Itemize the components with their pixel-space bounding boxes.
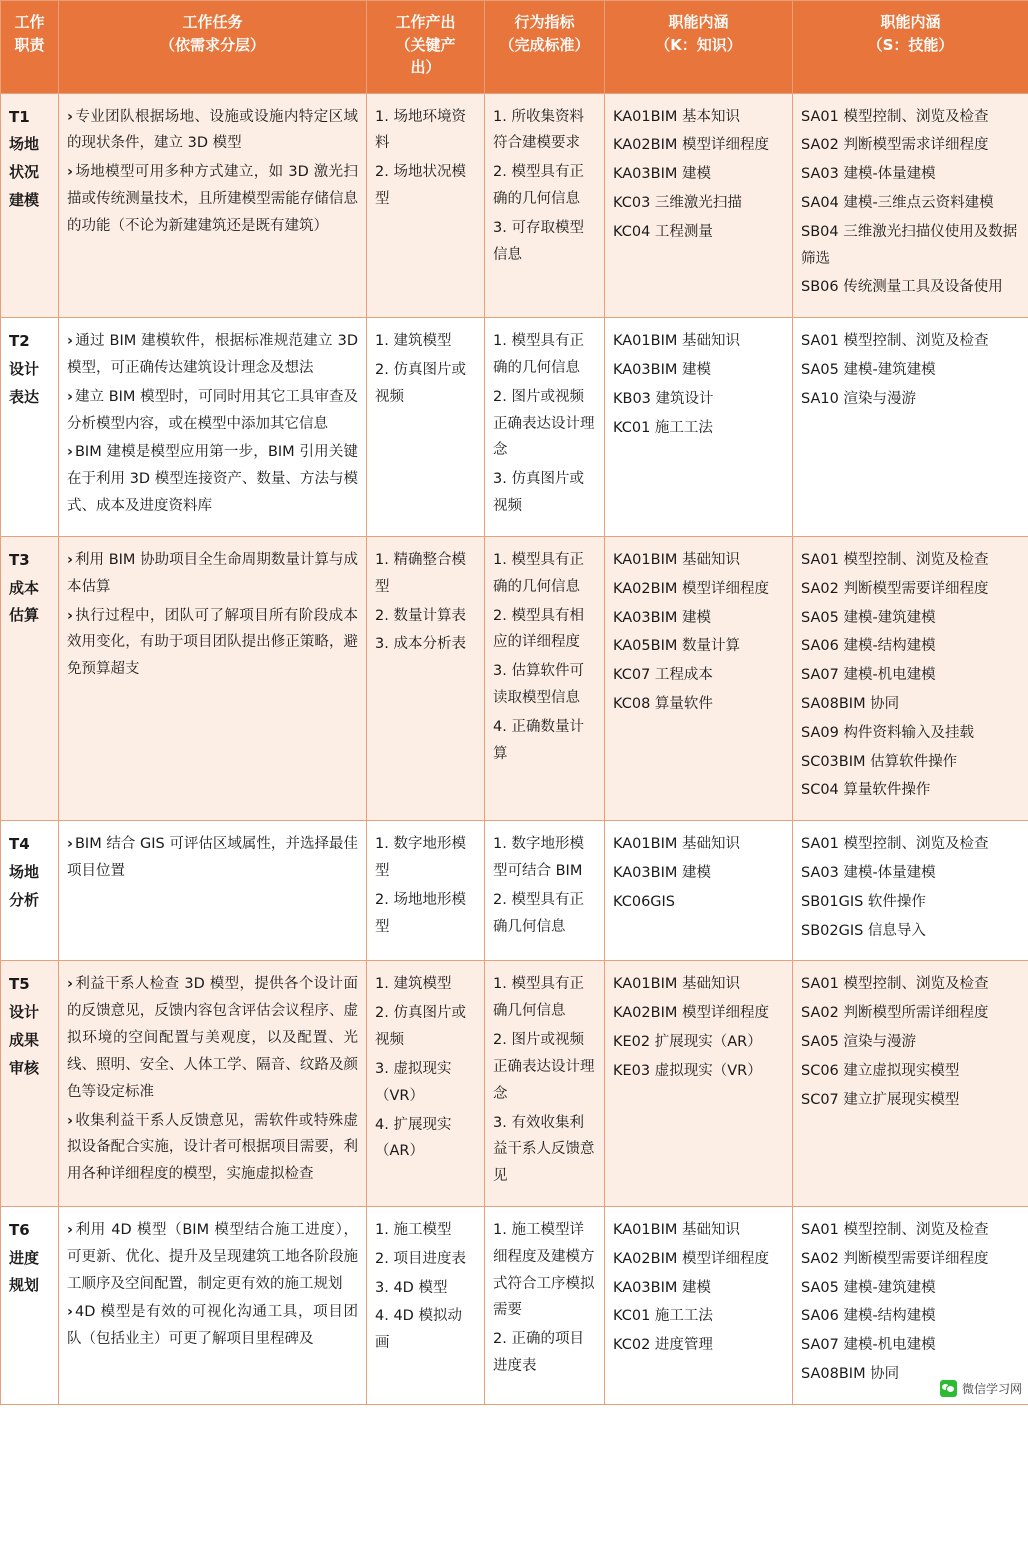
list-item: SA02 判断模型需求详细程度 (801, 137, 989, 154)
duty-name-line: 建模 (9, 190, 40, 209)
cell-tasks (59, 1206, 367, 1404)
cell-indicators (485, 821, 605, 961)
cell-tasks (59, 821, 367, 961)
list-item: 2. 场地状况模型 (375, 164, 466, 207)
list-item: SA02 判断模型需要详细程度 (801, 1250, 989, 1267)
duty-code: T4 (9, 835, 30, 854)
list-item: 1. 精确整合模型 (375, 551, 466, 595)
duty-code: T2 (9, 332, 30, 351)
duty-code: T6 (9, 1220, 30, 1239)
duty-name-line: 分析 (9, 890, 40, 909)
header-output-line1: 工作产出 (395, 13, 456, 31)
list-item: KA01BIM 基本知识 (613, 108, 740, 125)
list-item: 2. 仿真图片或视频 (375, 1005, 466, 1049)
watermark-label: 微信学习网 (961, 1381, 1022, 1396)
cell-skills (793, 1206, 1028, 1404)
list-item: 3. 可存取模型信息 (493, 219, 584, 263)
list-item: SA05 建模-建筑建模 (801, 609, 936, 626)
header-row (1, 1, 1028, 94)
list-item: KA02BIM 模型详细程度 (613, 580, 769, 597)
list-item: KC01 施工工法 (613, 1308, 713, 1325)
header-task (59, 1, 367, 94)
cell-outputs (367, 1206, 485, 1404)
list-item: KC08 算量软件 (613, 695, 713, 712)
list-item: KA02BIM 模型详细程度 (613, 1005, 769, 1022)
list-item: SC04 算量软件操作 (801, 782, 931, 799)
list-item: KC04 工程测量 (613, 223, 713, 240)
list-item: SA05 渲染与漫游 (801, 1034, 916, 1051)
list-item: 1. 所收集资料符合建模要求 (493, 108, 584, 152)
header-indicator-line1: 行为指标 (514, 13, 575, 31)
table-row (1, 1206, 1028, 1404)
duty-name-line: 审核 (9, 1058, 40, 1077)
list-item: 1. 建筑模型 (375, 976, 452, 993)
list-item: 2. 模型具有正确的几何信息 (493, 164, 584, 207)
cell-outputs (367, 536, 485, 820)
list-item: 3. 虚拟现实（VR） (375, 1060, 452, 1104)
list-item: SA06 建模-结构建模 (801, 1308, 936, 1325)
list-item: SC06 建立虚拟现实模型 (801, 1062, 960, 1079)
list-item: 4. 扩展现实（AR） (375, 1116, 452, 1160)
cell-skills (793, 961, 1028, 1207)
list-item: SC03BIM 估算软件操作 (801, 753, 958, 770)
list-item: › 收集利益干系人反馈意见，需软件或特殊虚拟设备配合实施，设计者可根据项目需要，利用各种详细程度的模型，实施虚拟检查 (67, 1108, 358, 1188)
header-knowledge (605, 1, 793, 94)
cell-outputs (367, 318, 485, 537)
list-item: KA01BIM 基础知识 (613, 836, 740, 853)
list-item: SA01 模型控制、浏览及检查 (801, 551, 989, 568)
header-indicator-line2: （完成标准） (499, 35, 590, 54)
list-item: 3. 估算软件可读取模型信息 (493, 663, 584, 706)
cell-indicators (485, 961, 605, 1207)
list-item: 1. 模型具有正确的几何信息 (493, 333, 584, 376)
table-body (1, 93, 1028, 1404)
list-item: 3. 4D 模型 (375, 1279, 448, 1296)
list-item: › 场地模型可用多种方式建立，如 3D 激光扫描或传统测量技术，且所建模型需能存储信息的功能（不论为新建建筑还是既有建筑） (67, 159, 358, 239)
cell-tasks (59, 961, 367, 1207)
list-item: › 利用 BIM 协助项目全生命周期数量计算与成本估算 (67, 547, 358, 601)
list-item: › 建立 BIM 模型时，可同时用其它工具审查及分析模型内容，或在模型中添加其它信息 (67, 384, 358, 438)
cell-indicators (485, 1206, 605, 1404)
list-item: KC07 工程成本 (613, 667, 713, 684)
list-item: KA01BIM 基础知识 (613, 551, 740, 568)
header-skill (793, 1, 1028, 94)
list-item: KA02BIM 模型详细程度 (613, 137, 769, 154)
header-skill-line1: 职能内涵 (880, 13, 941, 31)
list-item: SB04 三维激光扫描仪使用及数据筛选 (801, 223, 1018, 267)
cell-tasks (59, 536, 367, 820)
cell-skills (793, 536, 1028, 820)
list-item: SA01 模型控制、浏览及检查 (801, 1221, 989, 1238)
list-item: SB06 传统测量工具及设备使用 (801, 279, 1003, 296)
list-item: KA01BIM 基础知识 (613, 976, 740, 993)
list-item: KE02 扩展现实（AR） (613, 1034, 762, 1051)
list-item: KA03BIM 建模 (613, 1279, 711, 1296)
duty-code: T5 (9, 975, 30, 994)
duty-code: T1 (9, 107, 30, 126)
list-item: SA05 建模-建筑建模 (801, 1279, 936, 1296)
duty-code: T3 (9, 550, 30, 569)
list-item: KA01BIM 基础知识 (613, 1221, 740, 1238)
list-item: SA03 建模-体量建模 (801, 865, 936, 881)
cell-knowledge (605, 821, 793, 961)
list-item: KA05BIM 数量计算 (613, 638, 740, 655)
cell-duty (1, 821, 59, 961)
list-item: 2. 数量计算表 (375, 607, 466, 624)
cell-knowledge (605, 1206, 793, 1404)
list-item: SA10 渲染与漫游 (801, 390, 916, 407)
list-item: SA07 建模-机电建模 (801, 1337, 936, 1354)
list-item: SA09 构件资料输入及挂载 (801, 724, 974, 741)
duty-name-line: 成本 (9, 578, 40, 597)
list-item: SA08BIM 协同 (801, 1366, 900, 1382)
header-indicator (485, 1, 605, 94)
cell-outputs (367, 93, 485, 318)
cell-duty (1, 318, 59, 537)
list-item: 4. 4D 模拟动画 (375, 1308, 462, 1352)
table-row (1, 93, 1028, 318)
list-item: › 利益干系人检查 3D 模型，提供各个设计面的反馈意见，反馈内容包含评估会议程序、虚拟环境的空间配置与美观度，以及配置、光线、照明、安全、人体工学、隔音、纹路及颜色等设定标准 (67, 971, 358, 1105)
list-item: SA05 建模-建筑建模 (801, 362, 936, 378)
list-item: 2. 图片或视频正确表达设计理念 (493, 1032, 595, 1102)
list-item: SA07 建模-机电建模 (801, 667, 936, 684)
duty-name-line: 进度 (9, 1248, 40, 1267)
watermark (940, 1380, 1022, 1397)
list-item: KA03BIM 建模 (613, 166, 711, 183)
list-item: 1. 数字地形模型 (375, 836, 466, 879)
header-task-line2: （依需求分层） (159, 35, 265, 54)
list-item: › 专业团队根据场地、设施或设施内特定区域的现状条件，建立 3D 模型 (67, 104, 358, 158)
list-item: SC07 建立扩展现实模型 (801, 1091, 960, 1108)
cell-duty (1, 1206, 59, 1404)
header-skill-line2: （S：技能） (867, 35, 954, 54)
list-item: 3. 有效收集利益干系人反馈意见 (493, 1114, 595, 1185)
list-item: KC03 三维激光扫描 (613, 194, 742, 211)
list-item: 2. 仿真图片或视频 (375, 362, 466, 405)
list-item: 2. 正确的项目进度表 (493, 1331, 584, 1374)
table-header (1, 1, 1028, 94)
list-item: 2. 模型具有相应的详细程度 (493, 607, 584, 651)
list-item: KC06GIS (613, 893, 676, 910)
list-item: 1. 施工模型详细程度及建模方式符合工序模拟需要 (493, 1221, 595, 1319)
list-item: KB03 建筑设计 (613, 390, 714, 407)
cell-knowledge (605, 93, 793, 318)
cell-tasks (59, 93, 367, 318)
table-row (1, 536, 1028, 820)
list-item: 4. 正确数量计算 (493, 718, 584, 762)
list-item: 2. 场地地形模型 (375, 891, 466, 935)
list-item: KC02 进度管理 (613, 1337, 713, 1354)
list-item: KA03BIM 建模 (613, 609, 711, 626)
cell-knowledge (605, 318, 793, 537)
header-duty-line1: 工作 (14, 13, 45, 31)
header-knowledge-line1: 职能内涵 (668, 13, 729, 31)
cell-tasks (59, 318, 367, 537)
cell-knowledge (605, 961, 793, 1207)
duty-name-line: 状况 (9, 163, 40, 181)
list-item: SA01 模型控制、浏览及检查 (801, 333, 989, 350)
list-item: › 利用 4D 模型（BIM 模型结合施工进度），可更新、优化、提升及呈现建筑工地各阶段施工顺序及空间配置，制定更有效的施工规划 (67, 1217, 358, 1297)
header-output-line2: （关键产 (395, 35, 456, 54)
list-item: KA01BIM 基础知识 (613, 333, 740, 350)
wechat-icon (940, 1380, 957, 1397)
list-item: SA02 判断模型需要详细程度 (801, 580, 989, 597)
header-duty-line2: 职责 (14, 35, 45, 54)
cell-knowledge (605, 536, 793, 820)
list-item: 3. 仿真图片或视频 (493, 471, 584, 515)
list-item: SA01 模型控制、浏览及检查 (801, 108, 989, 125)
list-item: KA02BIM 模型详细程度 (613, 1250, 769, 1267)
list-item: › 通过 BIM 建模软件，根据标准规范建立 3D 模型，可正确传达建筑设计理念及想法 (67, 328, 358, 382)
header-duty (1, 1, 59, 94)
duty-name-line: 规划 (9, 1276, 40, 1295)
list-item: SA02 判断模型所需详细程度 (801, 1005, 989, 1022)
list-item: KA03BIM 建模 (613, 362, 711, 378)
cell-duty (1, 961, 59, 1207)
list-item: 2. 项目进度表 (375, 1250, 466, 1267)
list-item: SA08BIM 协同 (801, 695, 900, 712)
table-row (1, 318, 1028, 537)
table-row (1, 821, 1028, 961)
list-item: › 4D 模型是有效的可视化沟通工具，项目团队（包括业主）可更了解项目里程碑及 (67, 1299, 358, 1353)
duty-name-line: 设计 (9, 359, 40, 378)
list-item: SA03 建模-体量建模 (801, 166, 936, 183)
cell-indicators (485, 318, 605, 537)
cell-duty (1, 536, 59, 820)
list-item: KA03BIM 建模 (613, 865, 711, 881)
header-task-line1: 工作任务 (182, 13, 243, 31)
cell-duty (1, 93, 59, 318)
list-item: › 执行过程中，团队可了解项目所有阶段成本效用变化，有助于项目团队提出修正策略，避免预算超支 (67, 603, 358, 683)
cell-outputs (367, 961, 485, 1207)
list-item: 1. 场地环境资料 (375, 108, 466, 152)
cell-skills (793, 93, 1028, 318)
duty-name-line: 估算 (9, 606, 40, 625)
cell-indicators (485, 93, 605, 318)
list-item: 1. 施工模型 (375, 1221, 452, 1238)
list-item: 1. 模型具有正确几何信息 (493, 976, 584, 1020)
list-item: › BIM 建模是模型应用第一步，BIM 引用关键在于利用 3D 模型连接资产、数量、方法与模式、成本及进度资料库 (67, 439, 358, 519)
list-item: KE03 虚拟现实（VR） (613, 1062, 762, 1079)
list-item: SA01 模型控制、浏览及检查 (801, 836, 989, 853)
list-item: KC01 施工工法 (613, 419, 713, 436)
table-row (1, 961, 1028, 1207)
list-item: SA04 建模-三维点云资料建模 (801, 194, 994, 211)
header-knowledge-line2: （K：知识） (655, 35, 742, 54)
duty-name-line: 表达 (9, 387, 40, 406)
duty-name-line: 场地 (9, 135, 40, 154)
list-item: 1. 建筑模型 (375, 333, 452, 350)
list-item: SB02GIS 信息导入 (801, 922, 926, 939)
list-item: 2. 图片或视频正确表达设计理念 (493, 388, 595, 459)
list-item: SA06 建模-结构建模 (801, 638, 936, 655)
duty-name-line: 设计 (9, 1003, 40, 1022)
header-output (367, 1, 485, 94)
list-item: 1. 数字地形模型可结合 BIM (493, 836, 584, 879)
cell-indicators (485, 536, 605, 820)
duty-name-line: 成果 (9, 1030, 40, 1049)
list-item: 1. 模型具有正确的几何信息 (493, 551, 584, 595)
list-item: › BIM 结合 GIS 可评估区域属性，并选择最佳项目位置 (67, 831, 358, 885)
list-item: SB01GIS 软件操作 (801, 893, 926, 910)
list-item: SA01 模型控制、浏览及检查 (801, 976, 989, 993)
header-output-line3: 出） (410, 58, 441, 76)
list-item: 2. 模型具有正确几何信息 (493, 891, 584, 935)
cell-outputs (367, 821, 485, 961)
list-item: 3. 成本分析表 (375, 636, 466, 653)
duty-name-line: 场地 (9, 862, 40, 881)
cell-skills (793, 821, 1028, 961)
cell-skills (793, 318, 1028, 537)
